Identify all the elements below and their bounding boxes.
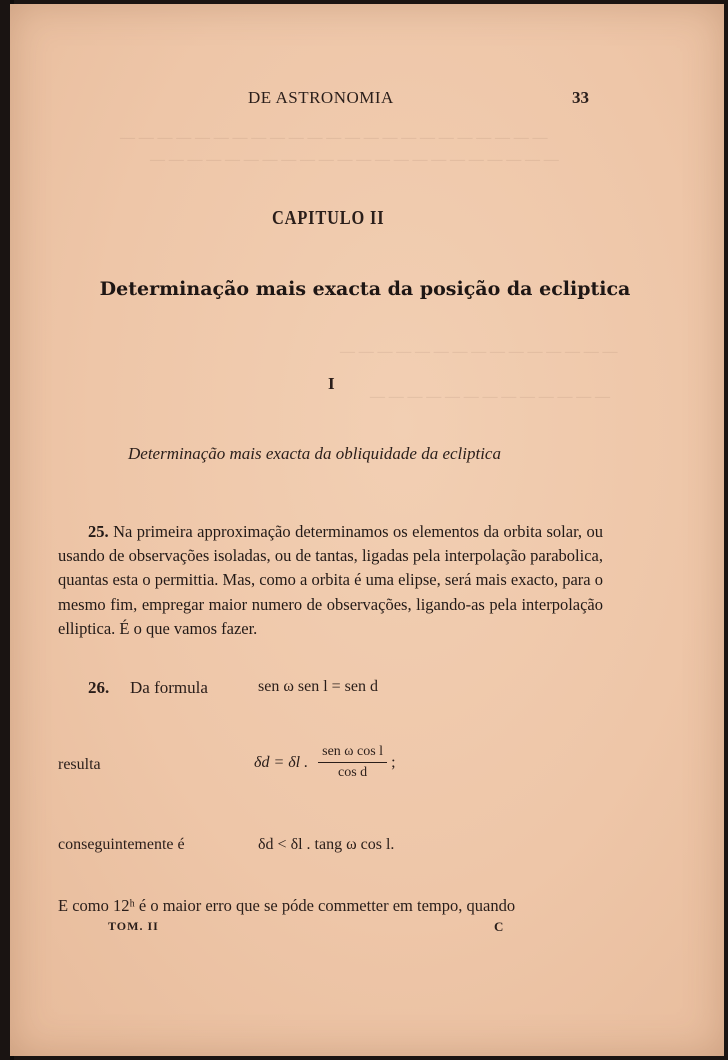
formula-end: ;: [391, 753, 396, 771]
book-page: [10, 4, 724, 1056]
signature-volume: TOM. II: [108, 919, 159, 933]
signature-mark: C: [494, 919, 504, 934]
continuation-text: E como 12ʰ é o maior erro que se póde commetter em tempo, quando: [58, 896, 516, 915]
chapter-title: Determinação mais exacta da posição da ecliptica: [99, 278, 631, 300]
section-number: I: [328, 374, 335, 393]
bleed-through: — — — — — — — — — — — — —: [370, 389, 610, 405]
bleed-through: — — — — — — — — — — — — — — — — — — — — — —: [150, 152, 559, 168]
bleed-through: — — — — — — — — — — — — — — — — — — — — — — —: [120, 130, 548, 146]
fraction-denominator: cos d: [338, 765, 368, 780]
consequence-label: conseguintemente é: [58, 836, 185, 853]
chapter-label: CAPITULO II: [272, 207, 385, 229]
fraction: [318, 744, 387, 781]
paragraph-text: Na primeira approximação determinamos os elementos da orbita solar, ou usando de observações isoladas, ou de tantas, ligadas pela interpolação parabolica, quantas esta o permittia. Mas, como a orbita é uma elipse, será mais exacto, para o mesmo fim, empregar maior numero de observações, ligando-as pela interpolação elliptica. É o que vamos fazer.: [58, 522, 603, 638]
formula-lhs: δd = δl .: [254, 753, 309, 771]
formula-inequality: δd < δl . tang ω cos l.: [258, 836, 395, 853]
running-title: DE ASTRONOMIA: [248, 88, 394, 107]
fraction-numerator: sen ω cos l: [318, 744, 387, 763]
page-number: 33: [572, 88, 589, 107]
paragraph-lead: Da formula: [130, 678, 208, 697]
paragraph-number: 26.: [88, 678, 110, 697]
formula-fraction: [254, 744, 396, 781]
paragraph-25: [58, 520, 603, 641]
section-title: Determinação mais exacta da obliquidade da ecliptica: [128, 444, 501, 463]
formula-sine: sen ω sen l = sen d: [258, 678, 378, 695]
resulta-label: resulta: [58, 756, 101, 773]
bleed-through: — — — — — — — — — — — — — — —: [340, 344, 618, 360]
paragraph-number: 25.: [88, 522, 109, 541]
